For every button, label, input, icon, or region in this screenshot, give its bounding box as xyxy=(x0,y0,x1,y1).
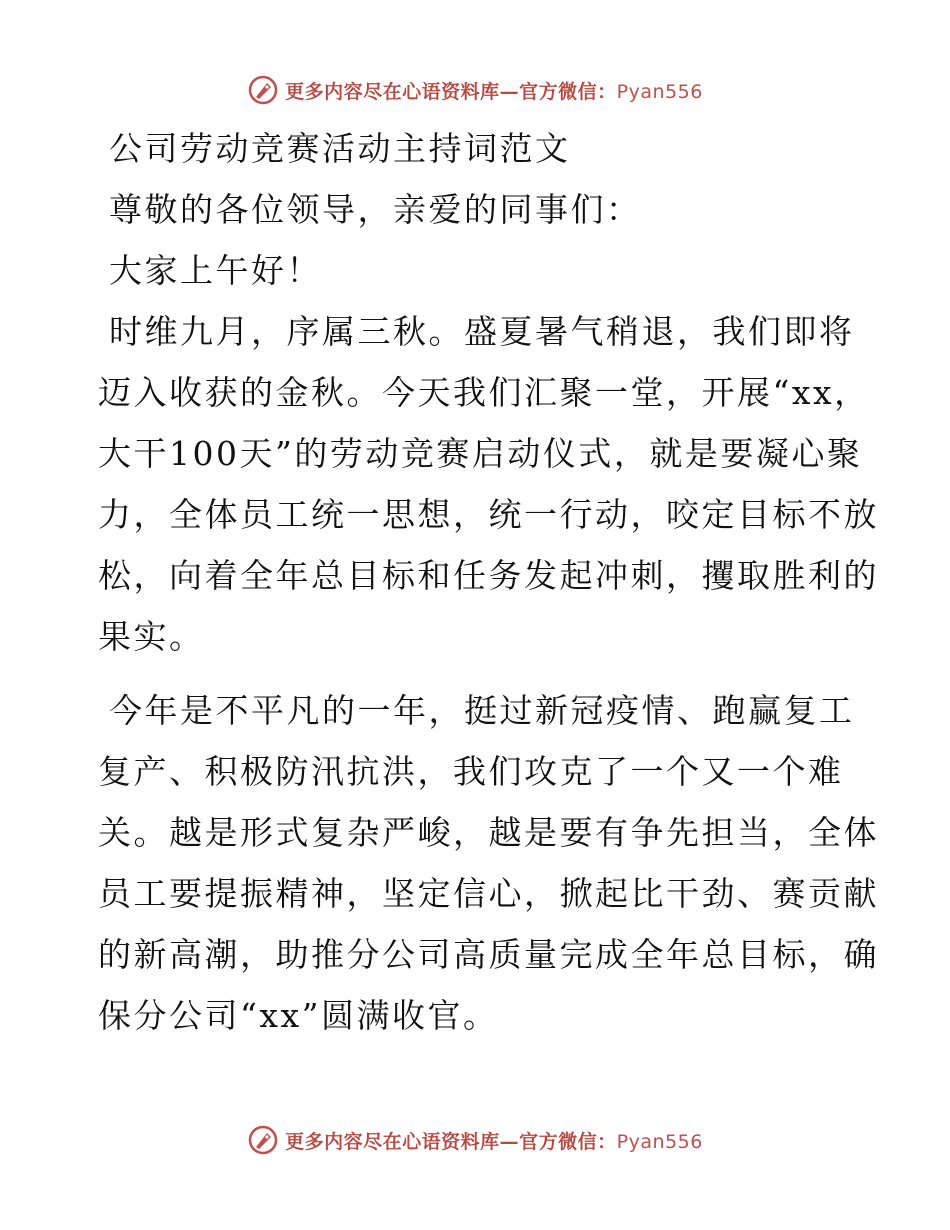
paragraph-line: 复产、积极防汛抗洪，我们攻克了一个又一个难 xyxy=(98,752,844,791)
header-banner-text: 更多内容尽在心语资料库—官方微信：Pyan556 xyxy=(285,80,703,103)
pen-nib-circle-icon xyxy=(247,1124,279,1156)
footer-banner xyxy=(0,1120,950,1160)
paragraph-line: 今年是不平凡的一年，挺过新冠疫情、跑赢复工 xyxy=(109,691,855,730)
paragraph-line: 果实。 xyxy=(98,617,205,656)
footer-banner-text: 更多内容尽在心语资料库—官方微信：Pyan556 xyxy=(285,1130,703,1153)
paragraph-line: 的新高潮，助推分公司高质量完成全年总目标，确 xyxy=(98,935,879,974)
paragraph-line: 关。越是形式复杂严峻，越是要有争先担当，全体 xyxy=(98,813,879,852)
paragraph-1 xyxy=(98,301,879,667)
paragraph-line: 力，全体员工统一思想，统一行动，咬定目标不放 xyxy=(98,495,879,534)
greeting-line: 尊敬的各位领导，亲爱的同事们： xyxy=(109,190,642,229)
paragraph-line: 迈入收获的金秋。今天我们汇聚一堂，开展“xx， xyxy=(98,373,870,412)
paragraph-line: 时维九月，序属三秋。盛夏暑气稍退，我们即将 xyxy=(109,312,855,351)
paragraph-2 xyxy=(98,680,879,1046)
paragraph-line: 保分公司“xx”圆满收官。 xyxy=(98,996,499,1035)
paragraph-spacer xyxy=(98,667,858,680)
paragraph-line: 大干100天”的劳动竞赛启动仪式，就是要凝心聚 xyxy=(98,434,863,473)
document-body xyxy=(98,118,879,1046)
paragraph-line: 松，向着全年总目标和任务发起冲刺，攫取胜利的 xyxy=(98,556,879,595)
salutation-line: 大家上午好！ xyxy=(109,251,322,290)
header-banner xyxy=(0,70,950,110)
pen-nib-circle-icon xyxy=(247,74,279,106)
paragraph-line: 员工要提振精神，坚定信心，掀起比干劲、赛贡献 xyxy=(98,874,879,913)
document-title: 公司劳动竞赛活动主持词范文 xyxy=(109,129,571,168)
